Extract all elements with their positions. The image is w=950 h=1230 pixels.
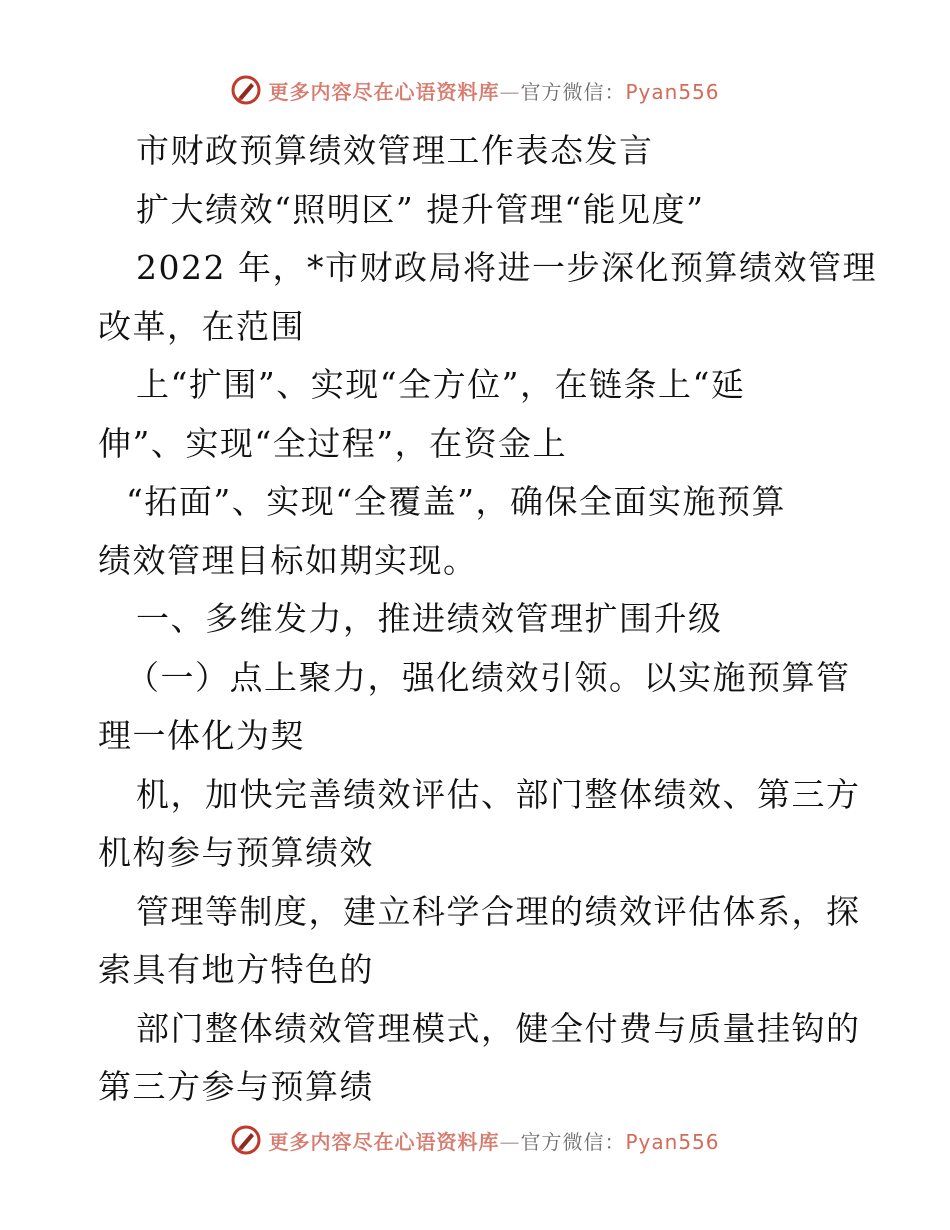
paragraph-line: 2022 年，*市财政局将进一步深化预算绩效管理 (136, 248, 877, 287)
watermark-official-label: 官方微信： (520, 1129, 626, 1154)
paragraph-line: 部门整体绩效管理模式，健全付费与质量挂钩的 (136, 1008, 861, 1048)
watermark-separator: — (499, 1129, 521, 1154)
paragraph-line: 机，加快完善绩效评估、部门整体绩效、第三方 (136, 774, 861, 814)
watermark-id: Pyan556 (625, 1129, 720, 1154)
paragraph-line: 索具有地方特色的 (98, 950, 374, 989)
paragraph-line: 伸”、实现“全过程”，在资金上 (98, 423, 568, 463)
pen-logo-icon (230, 1124, 262, 1156)
paragraph-line: （一）点上聚力，强化绩效引领。以实施预算管 (126, 657, 851, 697)
document-title: 市财政预算绩效管理工作表态发言 (136, 131, 654, 170)
header-watermark (0, 70, 950, 110)
watermark-official-label: 官方微信： (520, 79, 626, 104)
paragraph-line: 机构参与预算绩效 (98, 833, 374, 872)
paragraph-line: 绩效管理目标如期实现。 (98, 540, 478, 580)
paragraph-line: 第三方参与预算绩 (98, 1067, 374, 1106)
paragraph-line: 管理等制度，建立科学合理的绩效评估体系，探 (136, 891, 861, 931)
watermark-separator: — (499, 79, 521, 104)
watermark-text (268, 1126, 719, 1155)
document-body (98, 122, 877, 1117)
pen-logo-icon (230, 74, 262, 106)
section-heading: 一、多维发力，推进绩效管理扩围升级 (136, 599, 723, 638)
paragraph-line: 上“扩围”、实现“全方位”，在链条上“延 (136, 365, 746, 404)
watermark-text (268, 76, 719, 105)
watermark-brand: 更多内容尽在心语资料库 (268, 79, 500, 104)
paragraph-line: 理一体化为契 (98, 716, 305, 755)
paragraph-line: “拓面”、实现“全覆盖”，确保全面实施预算 (126, 482, 786, 521)
paragraph-line: 改革，在范围 (98, 306, 305, 346)
footer-watermark (0, 1120, 950, 1160)
watermark-brand: 更多内容尽在心语资料库 (268, 1129, 500, 1154)
document-subtitle: 扩大绩效“照明区” 提升管理“能见度” (136, 189, 705, 229)
watermark-id: Pyan556 (625, 79, 720, 104)
